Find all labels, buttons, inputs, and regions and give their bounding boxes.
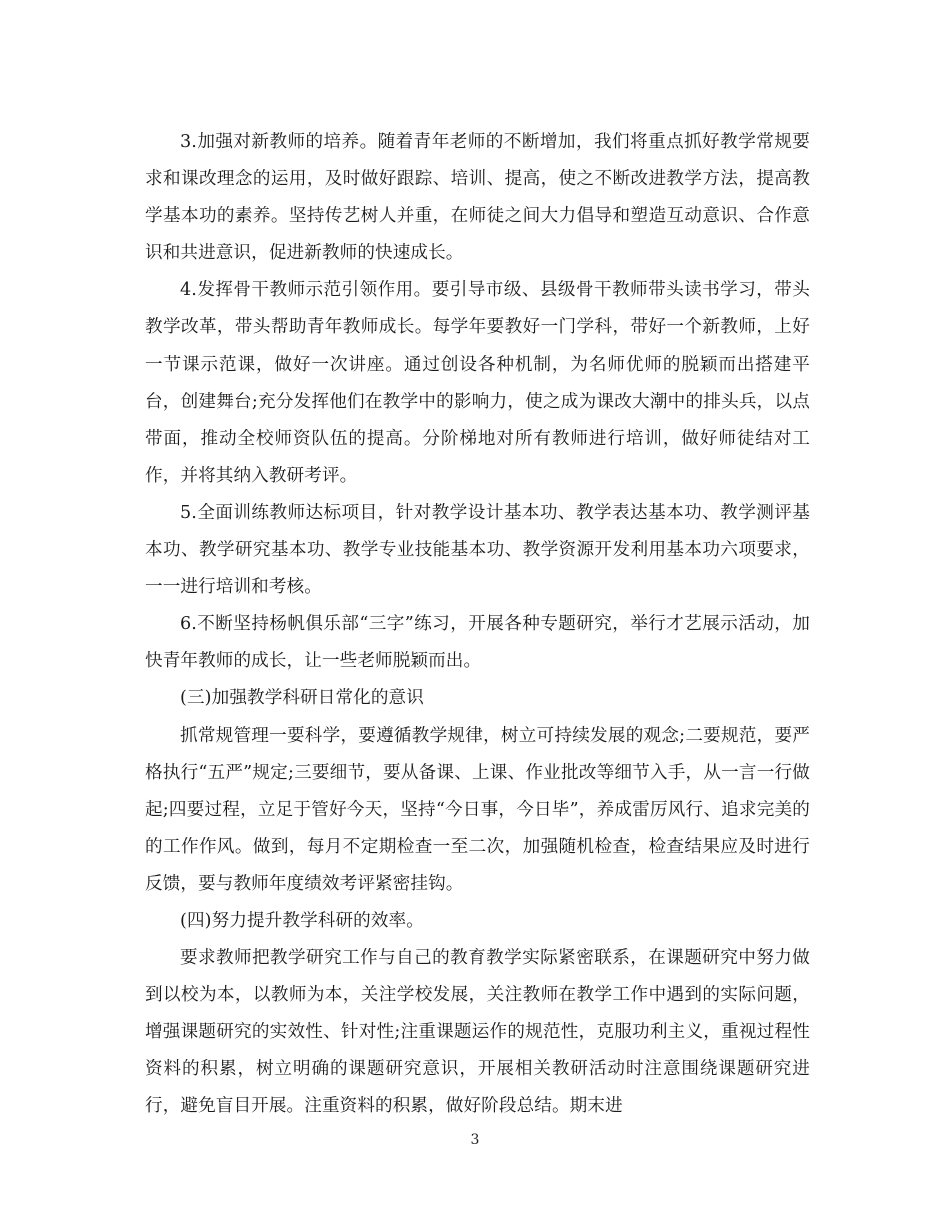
- section-heading-three: (三)加强教学科研日常化的意识: [180, 688, 424, 709]
- paragraph-backbone-teachers: 4.发挥骨干教师示范引领作用。要引导市级、县级骨干教师带头读书学习，带头教学改革，带头帮助青年教师成长。每学年要教好一门学科，带好一个新教师，上好一节课示范课，做好一次讲座。通过创设各种机制，为名师优师的脱颖而出搭建平台，创建舞台;充分发挥他们在教学中的影响力，使之成为课改大潮中的排头兵，以点带面，推动全校师资队伍的提高。分阶梯地对所有教师进行培训，做好师徒结对工作，并将其纳入教研考评。: [145, 280, 810, 486]
- document-body: [145, 124, 810, 1126]
- paragraph-teacher-standards: 5.全面训练教师达标项目，针对教学设计基本功、教学表达基本功、教学测评基本功、教学研究基本功、教学专业技能基本功、教学资源开发利用基本功六项要求，一一进行培训和考核。: [145, 502, 810, 598]
- page-number: 3: [470, 1132, 480, 1148]
- paragraph-research-requirements: 要求教师把教学研究工作与自己的教育教学实际紧密联系，在课题研究中努力做到以校为本，以教师为本，关注学校发展，关注教师在教学工作中遇到的实际问题，增强课题研究的实效性、针对性;注重课题运作的规范性，克服功利主义，重视过程性资料的积累，树立明确的课题研究意识，开展相关教研活动时注意围绕课题研究进行，避免盲目开展。注重资料的积累，做好阶段总结。期末进: [145, 948, 810, 1117]
- paragraph-new-teacher-training: 3.加强对新教师的培养。随着青年老师的不断增加，我们将重点抓好教学常规要求和课改理念的运用，及时做好跟踪、培训、提高，使之不断改进教学方法，提高教学基本功的素养。坚持传艺树人并重，在师徒之间大力倡导和塑造互动意识、合作意识和共进意识，促进新教师的快速成长。: [145, 132, 810, 264]
- section-heading-four: (四)努力提升教学科研的效率。: [180, 910, 424, 931]
- paragraph-routine-management: 抓常规管理一要科学，要遵循教学规律，树立可持续发展的观念;二要规范，要严格执行“五严”规定;三要细节，要从备课、上课、作业批改等细节入手，从一言一行做起;四要过程，立足于管好今天，坚持“今日事，今日毕”，养成雷厉风行、追求完美的的工作作风。做到，每月不定期检查一至二次，加强随机检查，检查结果应及时进行反馈，要与教师年度绩效考评紧密挂钩。: [145, 725, 810, 894]
- paragraph-club-practice: 6.不断坚持杨帆俱乐部“三字”练习，开展各种专题研究，举行才艺展示活动，加快青年教师的成长，让一些老师脱颖而出。: [145, 614, 810, 672]
